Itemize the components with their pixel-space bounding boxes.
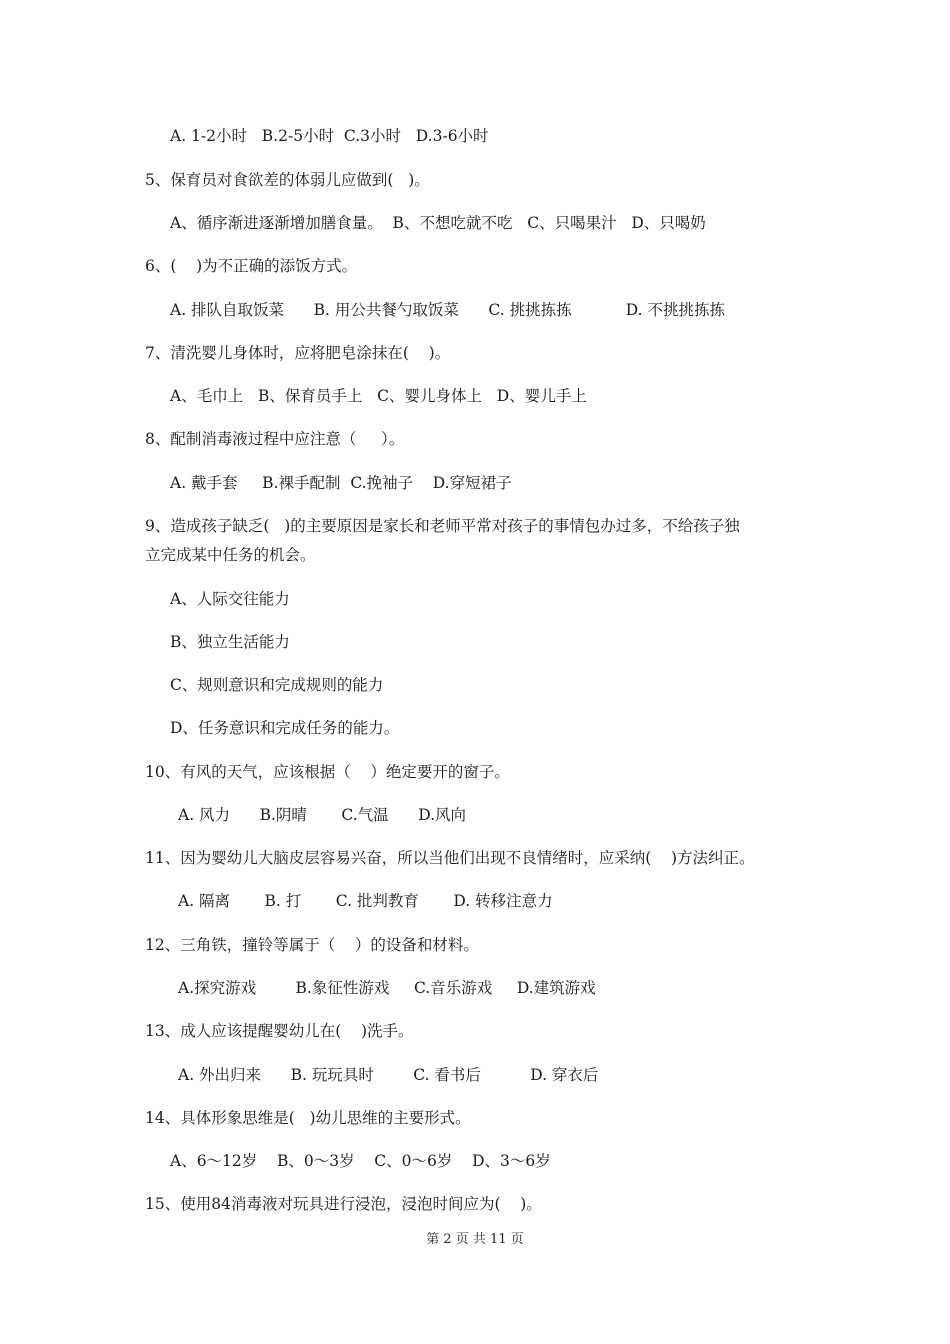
q7-stem: 7、清洗婴儿身体时，应将肥皂涂抹在( )。 bbox=[145, 344, 451, 362]
q12-stem: 12、三角铁，撞铃等属于（ ）的设备和材料。 bbox=[145, 936, 479, 954]
q9-stem-1: 9、造成孩子缺乏( )的主要原因是家长和老师平常对孩子的事情包办过多，不给孩子独 bbox=[145, 517, 740, 535]
q9-option-a: A、人际交往能力 bbox=[170, 590, 290, 608]
q13-stem: 13、成人应该提醒婴幼儿在( )洗手。 bbox=[145, 1022, 414, 1040]
q6-options: A. 排队自取饭菜 B. 用公共餐勺取饭菜 C. 挑挑拣拣 D. 不挑挑拣拣 bbox=[170, 301, 726, 319]
q10-stem: 10、有风的天气，应该根据（ ）绝定要开的窗子。 bbox=[145, 763, 510, 781]
page-footer: 第 2 页 共 11 页 bbox=[426, 1232, 524, 1247]
q6-stem: 6、( )为不正确的添饭方式。 bbox=[145, 257, 358, 275]
q5-stem: 5、保育员对食欲差的体弱儿应做到( )。 bbox=[145, 171, 430, 189]
q9-stem-2: 立完成某中任务的机会。 bbox=[145, 546, 316, 564]
q9-option-d: D、任务意识和完成任务的能力。 bbox=[170, 719, 400, 737]
q4-options: A. 1-2小时 B.2-5小时 C.3小时 D.3-6小时 bbox=[170, 127, 489, 145]
q8-stem: 8、配制消毒液过程中应注意（ ）。 bbox=[145, 430, 405, 448]
q7-options: A、毛巾上 B、保育员手上 C、婴儿身体上 D、婴儿手上 bbox=[170, 387, 587, 405]
q12-options: A.探究游戏 B.象征性游戏 C.音乐游戏 D.建筑游戏 bbox=[178, 979, 596, 997]
q11-options: A. 隔离 B. 打 C. 批判教育 D. 转移注意力 bbox=[178, 892, 553, 910]
q15-stem: 15、使用84消毒液对玩具进行浸泡，浸泡时间应为( )。 bbox=[145, 1195, 542, 1213]
q13-options: A. 外出归来 B. 玩玩具时 C. 看书后 D. 穿衣后 bbox=[178, 1066, 599, 1084]
q9-option-c: C、规则意识和完成规则的能力 bbox=[170, 676, 384, 694]
q14-stem: 14、具体形象思维是( )幼儿思维的主要形式。 bbox=[145, 1109, 471, 1127]
q10-options: A. 风力 B.阴晴 C.气温 D.风向 bbox=[178, 806, 467, 824]
q9-option-b: B、独立生活能力 bbox=[170, 633, 290, 651]
q5-options: A、循序渐进逐渐增加膳食量。 B、不想吃就不吃 C、只喝果汁 D、只喝奶 bbox=[170, 214, 706, 232]
q8-options: A. 戴手套 B.裸手配制 C.挽袖子 D.穿短裙子 bbox=[170, 474, 512, 492]
q11-stem: 11、因为婴幼儿大脑皮层容易兴奋，所以当他们出现不良情绪时，应采纳( )方法纠正。 bbox=[145, 849, 755, 867]
q14-options: A、6～12岁 B、0～3岁 C、0～6岁 D、3～6岁 bbox=[170, 1152, 551, 1170]
